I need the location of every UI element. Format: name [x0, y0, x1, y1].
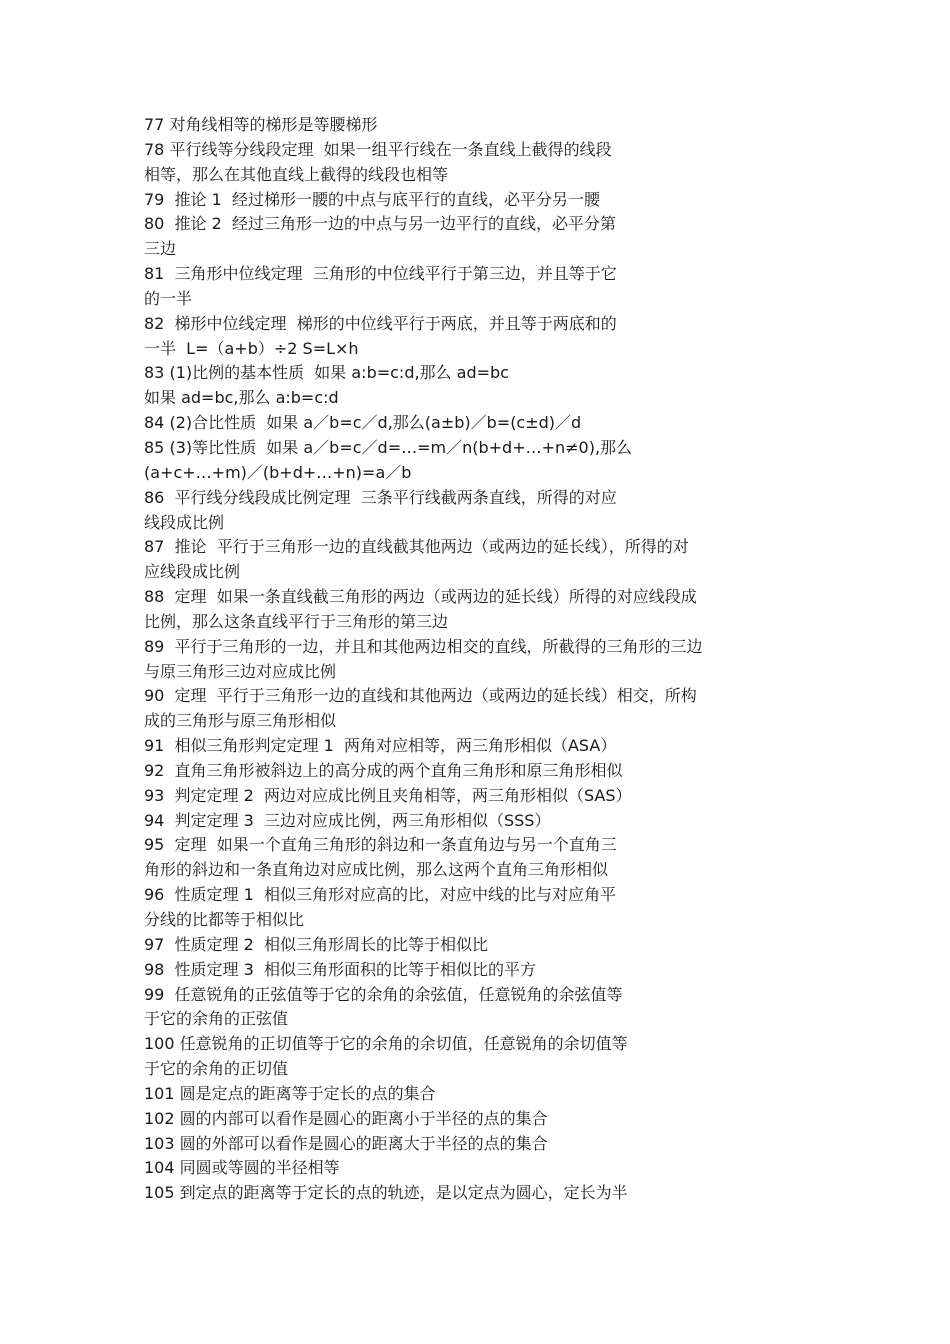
text-line: 分线的比都等于相似比	[144, 910, 305, 929]
text-line: 相等，那么在其他直线上截得的线段也相等	[144, 164, 449, 184]
text-line: 78 平行线等分线段定理 如果一组平行线在一条直线上截得的线段	[144, 139, 612, 159]
text-body	[144, 113, 824, 1206]
text-line: 102 圆的内部可以看作是圆心的距离小于半径的点的集合	[144, 1108, 548, 1128]
text-line: 86 平行线分线段成比例定理 三条平行线截两条直线，所得的对应	[144, 487, 617, 507]
text-line: 83 (1)比例的基本性质 如果 a:b=c:d,那么 ad=bc	[144, 363, 509, 383]
text-line: 的一半	[144, 288, 193, 308]
text-line: 93 判定定理 2 两边对应成比例且夹角相等，两三角形相似（SAS）	[144, 785, 632, 805]
text-line: 105 到定点的距离等于定长的点的轨迹，是以定点为圆心，定长为半	[144, 1183, 628, 1203]
text-line: 应线段成比例	[144, 562, 241, 582]
text-line: 98 性质定理 3 相似三角形面积的比等于相似比的平方	[144, 959, 536, 979]
text-line: 101 圆是定点的距离等于定长的点的集合	[144, 1083, 436, 1103]
text-line: 82 梯形中位线定理 梯形的中位线平行于两底，并且等于两底和的	[144, 313, 617, 333]
text-line: 角形的斜边和一条直角边对应成比例，那么这两个直角三角形相似	[144, 860, 609, 880]
text-line: 87 推论 平行于三角形一边的直线截其他两边（或两边的延长线），所得的对	[144, 537, 689, 557]
text-line: 80 推论 2 经过三角形一边的中点与另一边平行的直线，必平分第	[144, 214, 616, 234]
text-line: 成的三角形与原三角形相似	[144, 711, 337, 731]
text-line: 于它的余角的正弦值	[144, 1009, 289, 1029]
text-line: 线段成比例	[144, 512, 225, 532]
text-line: 如果 ad=bc,那么 a:b=c:d	[144, 388, 339, 408]
text-line: 96 性质定理 1 相似三角形对应高的比，对应中线的比与对应角平	[144, 885, 616, 905]
text-line: 104 同圆或等圆的半径相等	[144, 1158, 340, 1178]
text-line: 95 定理 如果一个直角三角形的斜边和一条直角边与另一个直角三	[144, 835, 617, 855]
text-line: 于它的余角的正切值	[144, 1059, 289, 1079]
text-line: 77 对角线相等的梯形是等腰梯形	[144, 115, 378, 134]
text-line: 103 圆的外部可以看作是圆心的距离大于半径的点的集合	[144, 1133, 548, 1153]
text-line: 81 三角形中位线定理 三角形的中位线平行于第三边，并且等于它	[144, 264, 617, 284]
text-line: 三边	[144, 239, 177, 259]
text-line: 一半 L=（a+b）÷2 S=L×h	[144, 338, 359, 358]
text-line: 85 (3)等比性质 如果 a／b=c／d=…=m／n(b+d+…+n≠0),那么	[144, 437, 633, 457]
text-line: 89 平行于三角形的一边，并且和其他两边相交的直线，所截得的三角形的三边	[144, 636, 703, 656]
text-line: 比例，那么这条直线平行于三角形的第三边	[144, 611, 449, 631]
text-line: 100 任意锐角的正切值等于它的余角的余切值，任意锐角的余切值等	[144, 1034, 628, 1054]
text-line: 92 直角三角形被斜边上的高分成的两个直角三角形和原三角形相似	[144, 760, 623, 780]
text-line: 91 相似三角形判定定理 1 两角对应相等，两三角形相似（ASA）	[144, 736, 617, 756]
text-line: 94 判定定理 3 三边对应成比例，两三角形相似（SSS）	[144, 810, 551, 830]
text-line: 99 任意锐角的正弦值等于它的余角的余弦值，任意锐角的余弦值等	[144, 984, 623, 1004]
text-line: 97 性质定理 2 相似三角形周长的比等于相似比	[144, 934, 488, 954]
text-line: 88 定理 如果一条直线截三角形的两边（或两边的延长线）所得的对应线段成	[144, 587, 697, 607]
text-line: 84 (2)合比性质 如果 a／b=c／d,那么(a±b)／b=(c±d)／d	[144, 413, 582, 433]
text-line: 90 定理 平行于三角形一边的直线和其他两边（或两边的延长线）相交，所构	[144, 686, 697, 706]
text-line: 79 推论 1 经过梯形一腰的中点与底平行的直线，必平分另一腰	[144, 189, 600, 209]
text-line: (a+c+…+m)／(b+d+…+n)=a／b	[144, 462, 412, 482]
text-line: 与原三角形三边对应成比例	[144, 661, 337, 681]
